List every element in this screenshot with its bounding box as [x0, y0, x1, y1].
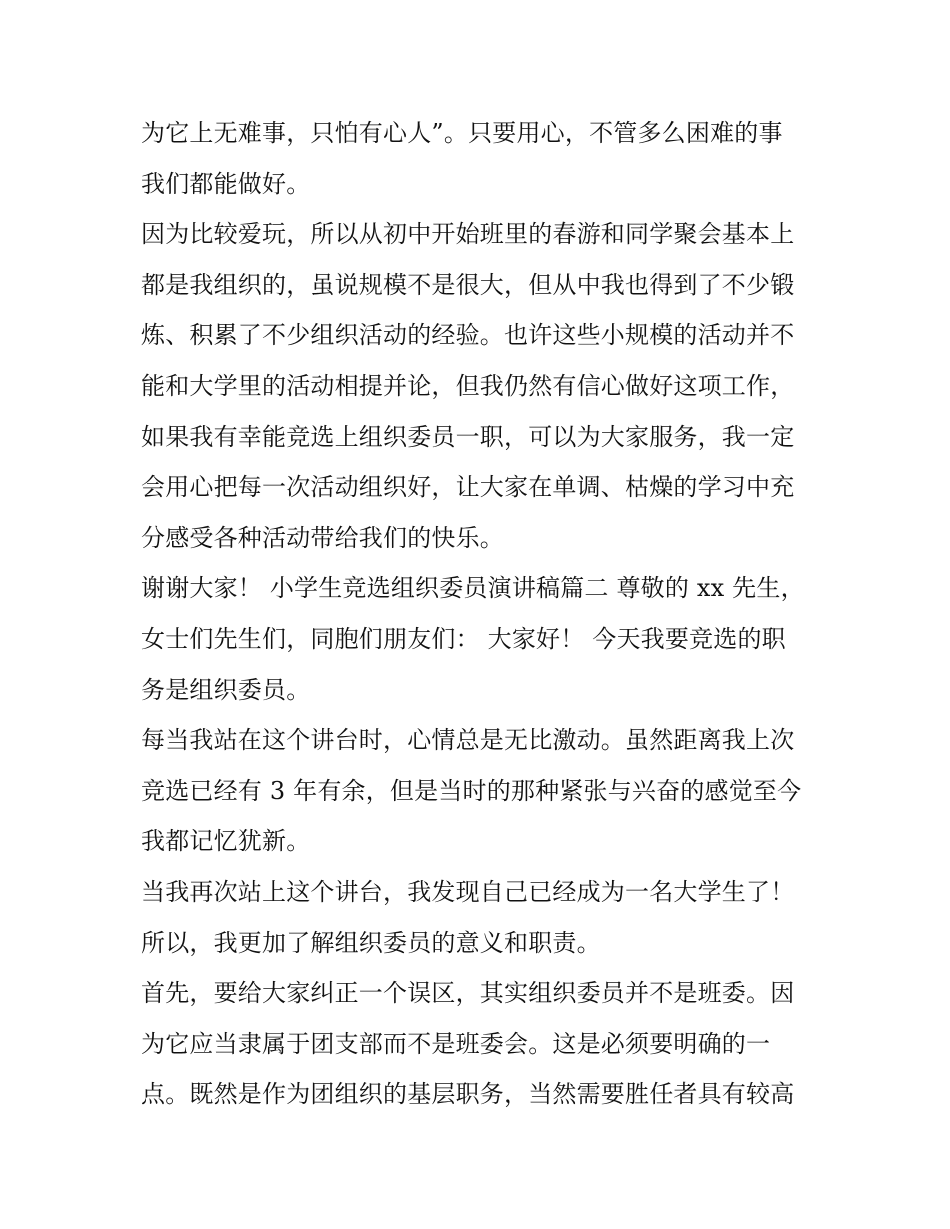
text-line: 首先，要给大家纠正一个误区，其实组织委员并不是班委。因 [141, 979, 795, 1008]
text-line: 为它应当隶属于团支部而不是班委会。这是必须要明确的一 [141, 1029, 771, 1058]
text-line: 当我再次站上这个讲台，我发现自己已经成为一名大学生了！ [141, 877, 795, 906]
text-line: 每当我站在这个讲台时，心情总是无比激动。虽然距离我上次 [141, 726, 795, 755]
text-line: 会用心把每一次活动组织好，让大家在单调、枯燥的学习中充 [141, 473, 795, 502]
text-line: 都是我组织的，虽说规模不是很大，但从中我也得到了不少锻 [141, 270, 795, 299]
text-line: 因为比较爱玩，所以从初中开始班里的春游和同学聚会基本上 [141, 220, 795, 249]
text-line: 务是组织委员。 [141, 675, 311, 704]
text-line: 我们都能做好。 [141, 169, 311, 198]
text-line: 为它上无难事，只怕有心人”。只要用心，不管多么困难的事 [141, 119, 783, 147]
text-line: 谢谢大家！ 小学生竞选组织委员演讲稿篇二 尊敬的 xx 先生， [141, 574, 805, 603]
text-line: 炼、积累了不少组织活动的经验。也许这些小规模的活动并不 [141, 321, 795, 350]
document-body [141, 108, 821, 1120]
text-line: 所以，我更加了解组织委员的意义和职责。 [141, 928, 601, 957]
text-line: 点。既然是作为团组织的基层职务，当然需要胜任者具有较高 [141, 1080, 795, 1109]
text-line: 我都记忆犹新。 [141, 827, 311, 856]
text-line: 女士们先生们，同胞们朋友们： 大家好！ 今天我要竞选的职 [141, 624, 786, 653]
text-line: 如果我有幸能竞选上组织委员一职，可以为大家服务，我一定 [141, 422, 795, 451]
text-line: 分感受各种活动带给我们的快乐。 [141, 523, 504, 552]
text-line: 能和大学里的活动相提并论，但我仍然有信心做好这项工作， [141, 371, 795, 400]
text-line: 竞选已经有 3 年有余，但是当时的那种紧张与兴奋的感觉至今 [141, 776, 802, 805]
